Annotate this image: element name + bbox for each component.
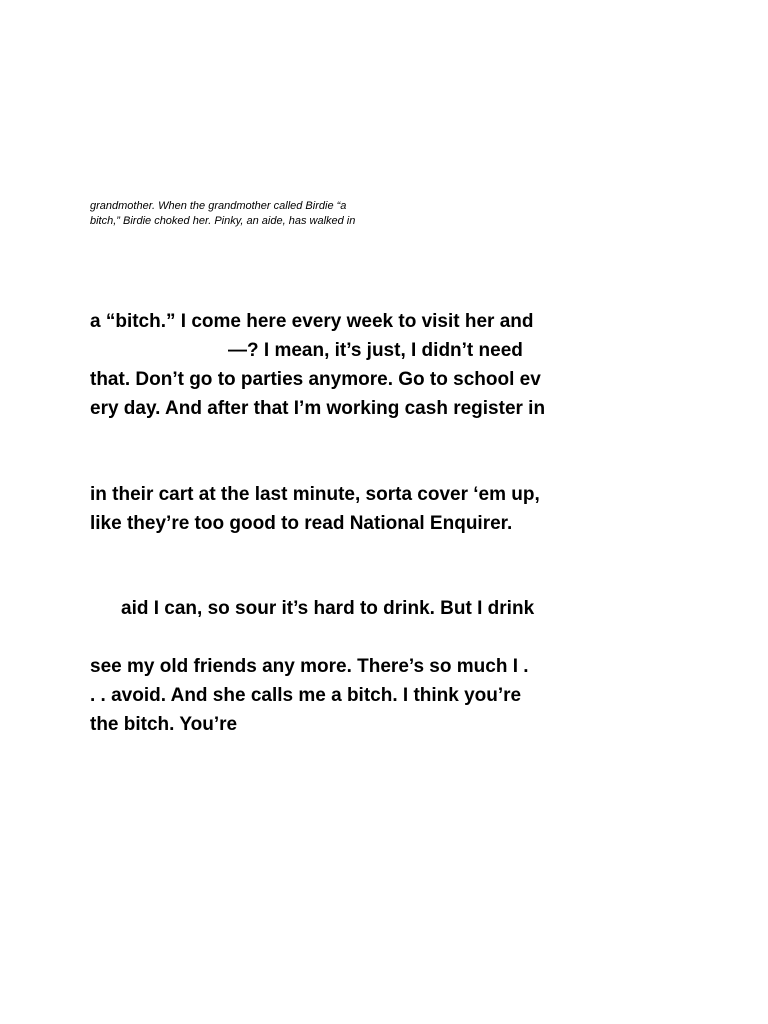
dialogue-line: a “bitch.” I come here every week to visit her and (90, 311, 534, 332)
dialogue-line: in their cart at the last minute, sorta cover ‘em up, (90, 484, 540, 505)
dialogue-line: . . avoid. And she calls me a bitch. I think you’re (90, 685, 522, 706)
dialogue-line: aid I can, so sour it’s hard to drink. But I drink (121, 598, 535, 619)
stage-direction-line: bitch,” Birdie choked her. Pinky, an aide, has walked in (90, 215, 356, 227)
dialogue-paragraph (90, 652, 590, 739)
dialogue-line: —? I mean, it’s just, I didn’t need (228, 340, 523, 361)
dialogue-line: like they’re too good to read National Enquirer. (90, 513, 513, 534)
dialogue-line: ery day. And after that I’m working cash register in (90, 398, 546, 419)
stage-direction (90, 199, 410, 229)
dialogue-line: that. Don’t go to parties anymore. Go to school ev (90, 369, 541, 390)
dialogue-paragraph (90, 480, 590, 538)
dialogue-paragraph (90, 307, 590, 423)
stage-direction-line: grandmother. When the grandmother called Birdie “a (90, 200, 347, 212)
dialogue-line: the bitch. You’re (90, 714, 238, 735)
dialogue-paragraph (90, 594, 590, 623)
dialogue-line: see my old friends any more. There’s so much I . (90, 656, 529, 677)
